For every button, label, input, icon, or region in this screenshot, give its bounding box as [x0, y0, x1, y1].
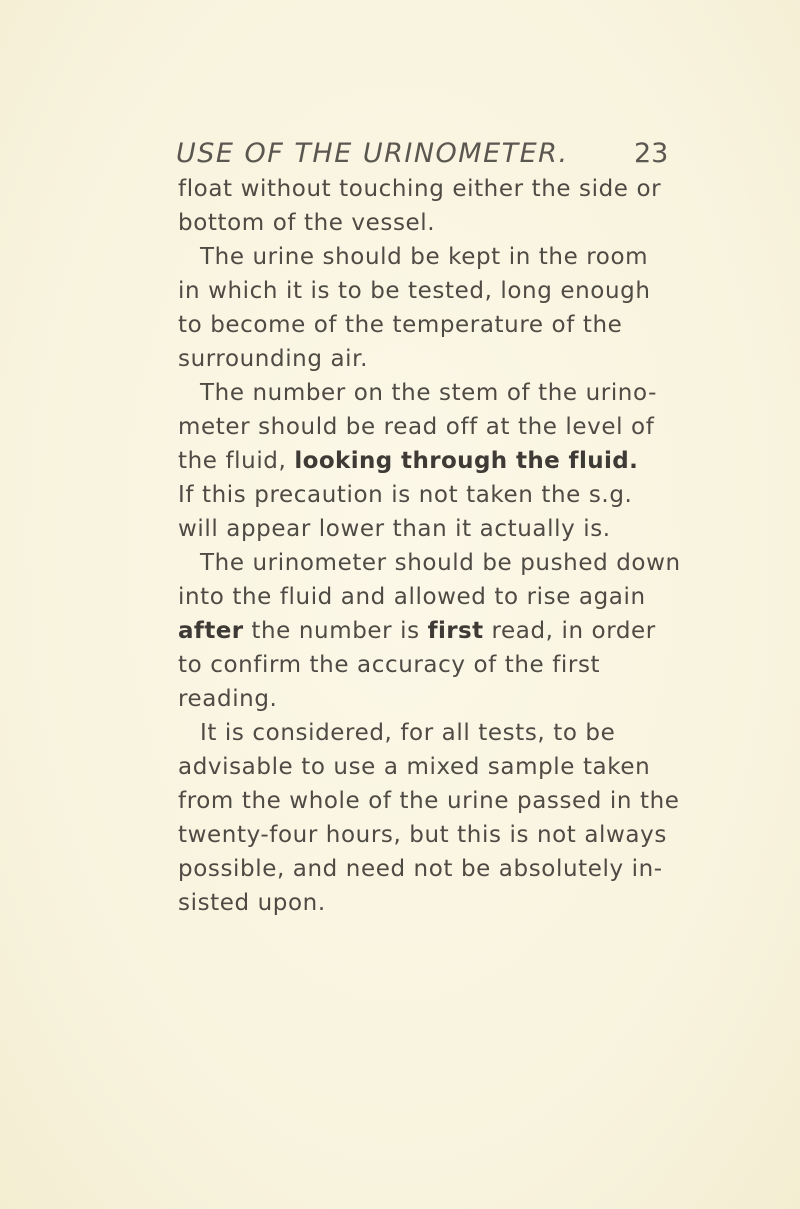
- paragraph-start-line: It is considered, for all tests, to be: [200, 720, 616, 746]
- text-line: from the whole of the urine passed in the: [178, 788, 680, 814]
- text-span: the fluid,: [178, 448, 295, 474]
- paragraph-start-line: The urine should be kept in the room: [200, 244, 649, 270]
- text-line: meter should be read off at the level of: [178, 414, 655, 440]
- text-line: bottom of the vessel.: [178, 210, 436, 236]
- running-head: [176, 138, 669, 174]
- emphasized-text: looking through the fluid.: [294, 448, 639, 474]
- text-line: sisted upon.: [178, 890, 326, 916]
- paragraph-start-line: The urinometer should be pushed down: [200, 550, 681, 576]
- body-text: [178, 172, 698, 920]
- text-span: read, in order: [483, 618, 656, 644]
- text-line: into the fluid and allowed to rise again: [178, 584, 646, 610]
- text-line: will appear lower than it actually is.: [178, 516, 611, 542]
- text-line: float without touching either the side or: [178, 176, 662, 202]
- paragraph-start-line: The number on the stem of the urino-: [200, 380, 657, 406]
- text-line: reading.: [178, 686, 278, 712]
- running-head-title: USE OF THE URINOMETER.: [176, 138, 569, 169]
- text-line: possible, and need not be absolutely in-: [178, 856, 663, 882]
- text-line: If this precaution is not taken the s.g.: [178, 482, 633, 508]
- text-line: [178, 444, 698, 478]
- text-line: to confirm the accuracy of the first: [178, 652, 601, 678]
- text-line: to become of the temperature of the: [178, 312, 623, 338]
- text-line: advisable to use a mixed sample taken: [178, 754, 651, 780]
- text-span: the number is: [243, 618, 428, 644]
- emphasized-text: first: [427, 618, 484, 644]
- text-line: surrounding air.: [178, 346, 369, 372]
- text-line: twenty-four hours, but this is not always: [178, 822, 667, 848]
- text-line: in which it is to be tested, long enough: [178, 278, 651, 304]
- text-line: [178, 614, 698, 648]
- page-number: 23: [634, 138, 669, 169]
- emphasized-text: after: [178, 618, 244, 644]
